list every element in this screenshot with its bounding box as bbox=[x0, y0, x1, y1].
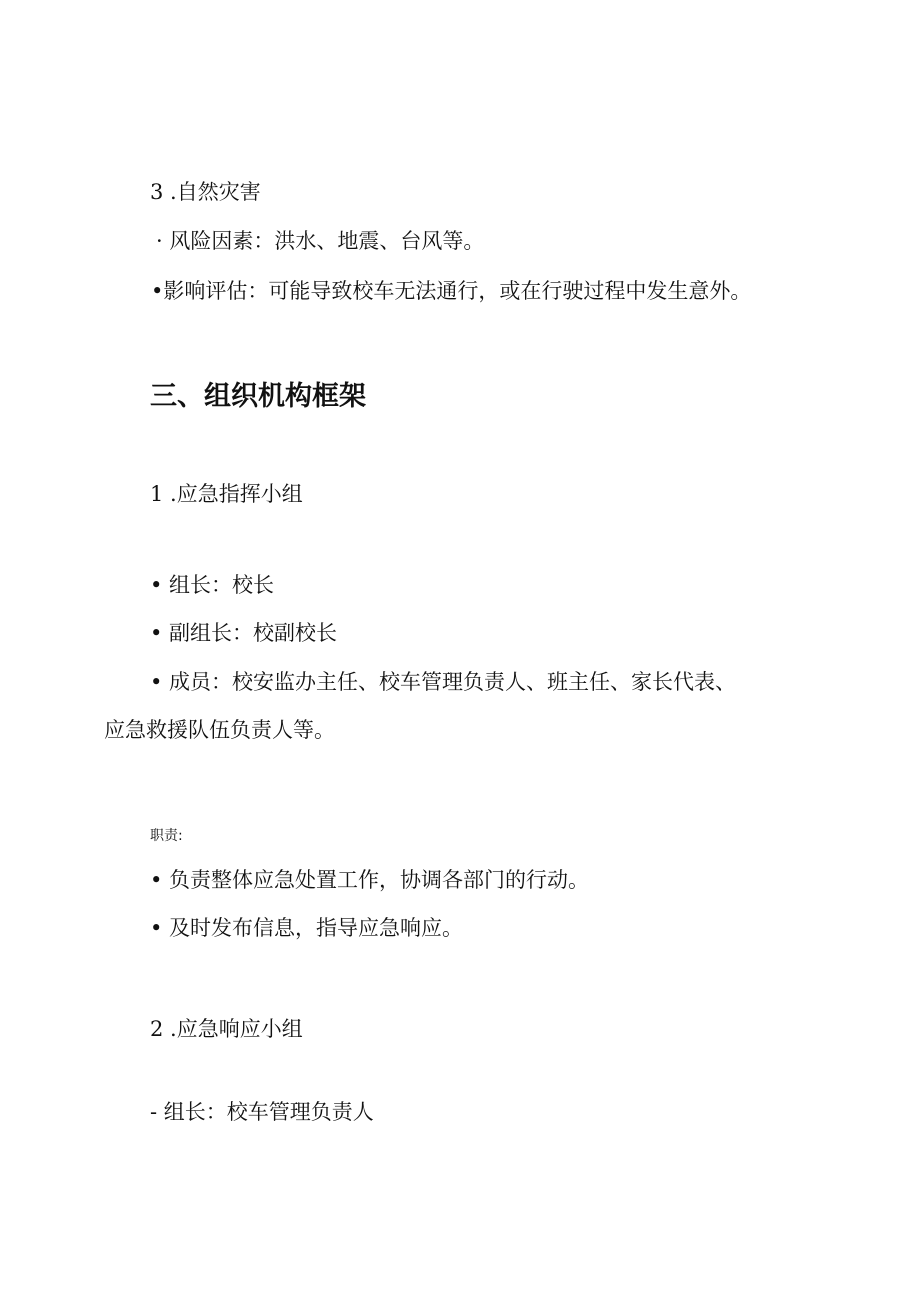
group1-duty-1: • 负责整体应急处置工作，协调各部门的行动。 bbox=[150, 868, 590, 892]
risk-factors-line: · 风险因素：洪水、地震、台风等。 bbox=[156, 229, 485, 253]
item-natural-disaster-title: 3 .自然灾害 bbox=[150, 180, 261, 204]
group1-duty-2: • 及时发布信息，指导应急响应。 bbox=[150, 916, 464, 940]
group2-title: 2 .应急响应小组 bbox=[150, 1017, 303, 1041]
group1-members-line1: • 成员：校安监办主任、校车管理负责人、班主任、家长代表、 bbox=[150, 670, 737, 694]
group2-leader: - 组长：校车管理负责人 bbox=[150, 1100, 374, 1124]
group1-deputy: • 副组长：校副校长 bbox=[150, 621, 338, 645]
group1-leader: • 组长：校长 bbox=[150, 573, 275, 597]
group1-members-line2: 应急救援队伍负责人等。 bbox=[104, 718, 335, 742]
section-heading-org-structure: 三、组织机构框架 bbox=[150, 381, 366, 412]
impact-assessment-line: •影响评估：可能导致校车无法通行，或在行驶过程中发生意外。 bbox=[151, 279, 752, 303]
group1-duties-label: 职责: bbox=[150, 828, 183, 844]
group1-title: 1 .应急指挥小组 bbox=[150, 482, 303, 506]
